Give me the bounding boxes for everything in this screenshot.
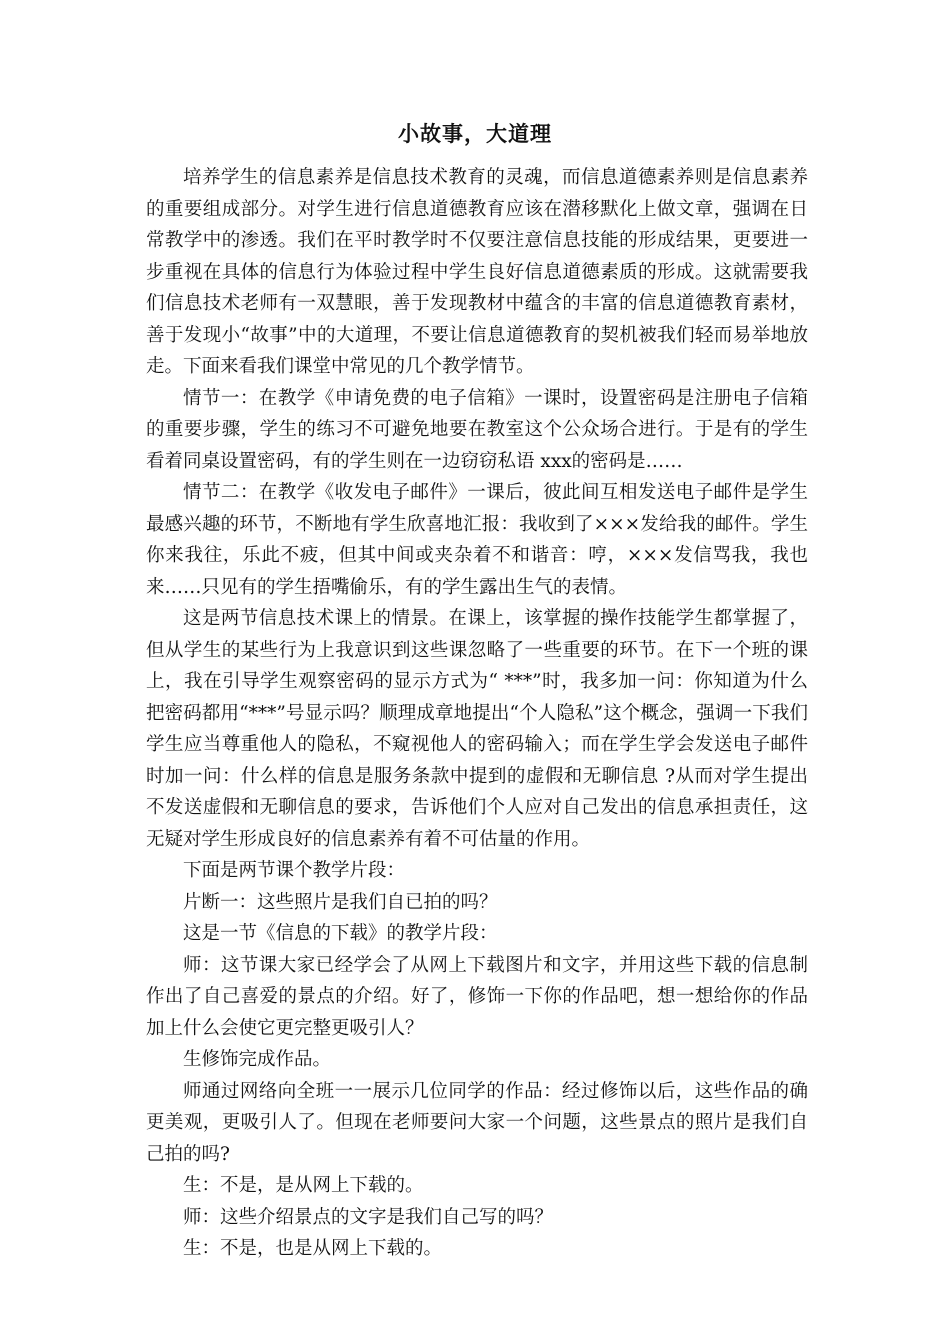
paragraph-segment-one-title: 片断一：这些照片是我们自已拍的吗？ [183, 891, 498, 913]
paragraph-teacher-line-2: 师通过网络向全班一一展示几位同学的作品：经过修饰以后，这些作品的确更美观，更吸引人了。但现在老师要问大家一个问题，这些景点的照片是我们自己拍的吗? [146, 1080, 808, 1165]
paragraph-intro: 培养学生的信息素养是信息技术教育的灵魂，而信息道德素养则是信息素养的重要组成部分。对学生进行信息道德教育应该在潜移默化上做文章，强调在日常教学中的渗透。我们在平时教学时不仅要注意信息技能的形成结果，更要进一步重视在具体的信息行为体验过程中学生良好信息道德素质的形成。这就需要我们信息技术老师有一双慧眼，善于发现教材中蕴含的丰富的信息道德教育素材，善于发现小“故事”中的大道理，不要让信息道德教育的契机被我们轻而易举地放走。下面来看我们课堂中常见的几个教学情节。 [146, 167, 808, 377]
paragraph-scene-two: 情节二：在教学《收发电子邮件》一课后，彼此间互相发送电子邮件是学生最感兴趣的环节，不断地有学生欣喜地汇报：我收到了×××发给我的邮件。学生你来我往，乐此不疲，但其中间或夹杂着不和谐音：哼，×××发信骂我，我也来……只见有的学生捂嘴偷乐，有的学生露出生气的表情。 [146, 482, 808, 598]
document-title: 小故事，大道理 [398, 121, 552, 146]
paragraph-scene-one: 情节一：在教学《申请免费的电子信箱》一课时，设置密码是注册电子信箱的重要步骤，学生的练习不可避免地要在教室这个公众场合进行。于是有的学生看着同桌设置密码，有的学生则在一边窃窃私语 xxx的密码是…… [146, 387, 808, 472]
paragraph-lesson-intro: 下面是两节课个教学片段： [183, 860, 406, 881]
paragraph-student-action: 生修饰完成作品。 [183, 1049, 332, 1070]
paragraph-teacher-line-3: 师：这些介绍景点的文字是我们自己写的吗？ [183, 1206, 554, 1228]
document-body [146, 162, 808, 1265]
paragraph-teacher-line-1: 师：这节课大家已经学会了从网上下载图片和文字，并用这些下载的信息制作出了自己喜爱的景点的介绍。好了，修饰一下你的作品吧，想一想给你的作品加上什么会使它更完整更吸引人？ [146, 954, 808, 1039]
paragraph-student-line-2: 生：不是，也是从网上下载的。 [183, 1238, 443, 1259]
paragraph-segment-one-context: 这是一节《信息的下载》的教学片段： [183, 923, 498, 944]
paragraph-student-line-1: 生：不是，是从网上下载的。 [183, 1175, 424, 1196]
paragraph-reflection: 这是两节信息技术课上的情景。在课上，该掌握的操作技能学生都掌握了，但从学生的某些行为上我意识到这些课忽略了一些重要的环节。在下一个班的课上，我在引导学生观察密码的显示方式为“ ***”时，我多加一问：你知道为什么把密码都用“***”号显示吗？顺理成章地提出“个人隐私”这个概念，强调一下我们学生应当尊重他人的隐私，不窥视他人的密码输入；而在学生学会发送电子邮件时加一问：什么样的信息是服务条款中提到的虚假和无聊信息 ?从而对学生提出不发送虚假和无聊信息的要求，告诉他们个人应对自己发出的信息承担责任，这无疑对学生形成良好的信息素养有着不可估量的作用。 [146, 608, 808, 850]
